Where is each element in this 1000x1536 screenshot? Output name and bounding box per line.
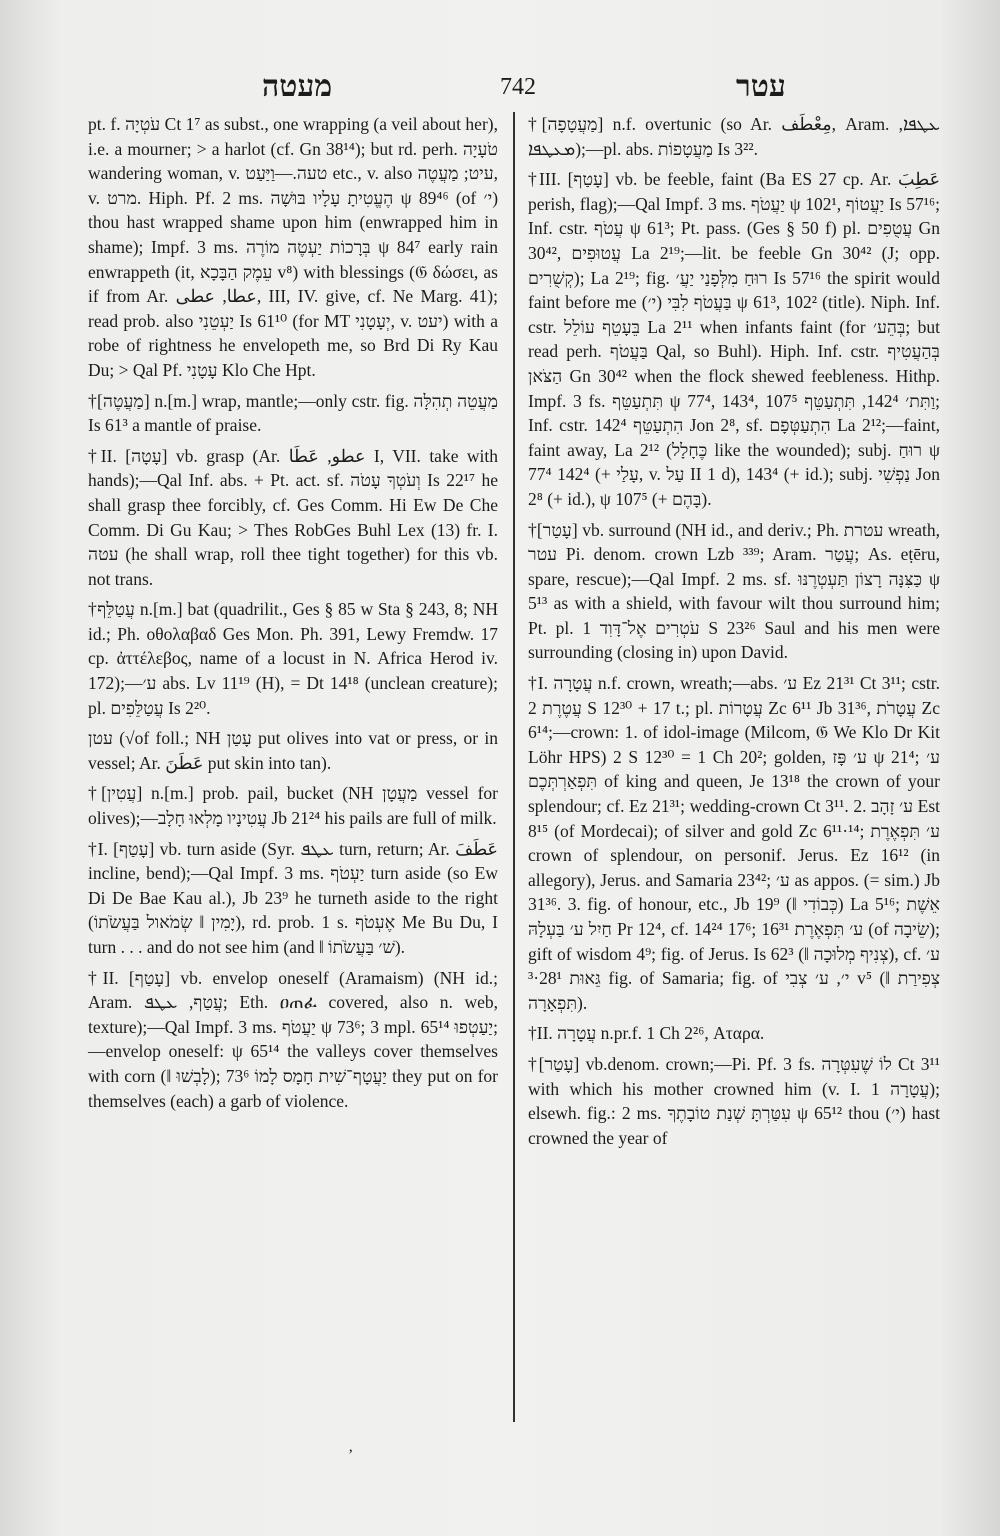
right-column xyxy=(528,112,940,1156)
running-header xyxy=(0,70,1000,110)
left-headword: מעטה xyxy=(262,70,333,103)
entry-maataphah: †[מַעֲטָפָה] n.f. overtunic (so Ar. مِعْطَف, Aram. ܥܛܦܐ, ܡܥܛܦܐ);—pl. abs. מַעֲטָפוֹת Is 3²². xyxy=(528,114,940,159)
entry-atan-root: עטן (√of foll.; NH עָטַן put olives into vat or press, or in vessel; Ar. عَطَنَ put skin into tan). xyxy=(88,728,498,773)
page-number: 742 xyxy=(500,74,536,100)
entry-ataph-feeble: †III. [עָטַף] vb. be feeble, faint (Ba ES 27 cp. Ar. عَطِبَ perish, flag);—Qal Impf. 3 ms. יַעֲטֹף ψ 102¹, יַעֲטוֹף Is 57¹⁶; Inf. cstr. עֲטֹף ψ 61³; Pt. pass. (Ges § 50 f) pl. עֲטֻפִים Gn 30⁴², עֲטוּפִים La 2¹⁹;—lit. be feeble Gn 30⁴² (J; opp. קְשֻׁרִים); La 2¹⁹; fig. רוּחַ מִלְּפָנַי יַעֲ׳ Is 57¹⁶ the spirit would faint before me (י׳) בַּעֲטֹף לִבִּי ψ 61³, 102² (title). Niph. Inf. cstr. בֵּעָטֵף עוֹלֵל La 2¹¹ when infants faint (for בְּהֵע׳; but read perh. בַּעֲטֹף Qal, so Buhl). Hiph. Inf. cstr. בְּהַעֲטִיף הַצֹּאן Gn 30⁴² when the flock shewed feebleness. Hithp. Impf. 3 fs. תִּתְעַטֵּף ψ 77⁴, 143⁴, וַתִּת׳ 142⁴, תִּתְעַטֵּף 107⁵; Inf. cstr. הִתְעַטֵּף 142⁴ Jon 2⁸, sf. הִתְעַטְּפָם La 2¹²;—faint, faint away, La 2¹² (כֶּחָלָל like the wounded); subj. רוּחַ ψ 77⁴ 142⁴ (+ עָלַי, v. עַל II 1 d), 143⁴ (+ id.); subj. נַפְשִׁי Jon 2⁸ (+ id.), ψ 107⁵ (+ בָּהֶם). xyxy=(528,169,941,509)
entry-atar-surround: †[עָטַר] vb. surround (NH id., and deriv.; Ph. עטרת wreath, עטר Pi. denom. crown Lzb ³³⁹; Aram. עֲטַר; As. eṭēru, spare, rescue);—Qal Impf. 2 ms. sf. כַּצִּנָּה רָצוֹן תַּעְטְרֶנּוּ ψ 5¹³ as with a shield, with favour wilt thou surround him; Pt. pl. עֹטְרִים אֶל־דָּוִד 1 S 23²⁶ Saul and his men were surrounding (closing in) upon David. xyxy=(528,519,940,663)
entry-atalleph: †עֲטַלֵּף n.[m.] bat (quadrilit., Ges § 85 w Sta § 243, 8; NH id.; Ph. οθολαβαδ Ges Mon. Ph. 391, Lewy Fremdw. 17 cp. ἀττέλεβος, name of a locust in N. Africa Herod iv. 172);—ע׳ abs. Lv 11¹⁹ (H), = Dt 14¹⁸ (unclean creature); pl. עֲטַלֵּפִים Is 2²⁰. xyxy=(88,599,498,718)
entry-ataph-turn-aside: †I. [עָטַף] vb. turn aside (Syr. ܥܛܦ turn, return; Ar. عَطَفَ incline, bend);—Qal Impf. 3 ms. יַעְטֹף turn aside (so Ew Di De Bae Kau al.), Jb 23⁹ he turneth aside to the right (יָמִין ‖ שְׂמֹאול בַּעֲשֹׂתוֹ), rd. prob. 1 s. אֶעְטֹף Me Bu Du, I turn . . . and do not see him (and ‖ שׁ׳ בַּעֲשֹׂתוֹ). xyxy=(88,838,498,957)
footer-mark: ‚ xyxy=(348,1438,354,1455)
entry-atarah-crown: †I. עֲטָרָה n.f. crown, wreath;—abs. ע׳ Ez 21³¹ Ct 3¹¹; cstr. עֲטֶרֶת 2 S 12³⁰ + 17 t.; pl. עֲטָרוֹת Zc 6¹¹ Jb 31³⁶, עֲטָרֹת Zc 6¹⁴;—crown: 1. of idol-image (Milcom, 𝔊 We Klo Dr Kit Löhr HPS) 2 S 12³⁰ = 1 Ch 20²; golden, ע׳ פָּז ψ 21⁴; ע׳ תִּפְאַרְתְּכֶם of king and queen, Je 13¹⁸ the crown of your splendour; cf. Ez 21³¹; wedding-crown Ct 3¹¹. 2. ע׳ זָהָב Est 8¹⁵ (of Mordecai); of silver and gold Zc 6¹¹·¹⁴; ע׳ תִּפְאֶרֶת crown of splendour, on personif. Jerus. Ez 16¹² (in allegory), Jerus. and Samaria 23⁴²; ע׳ as appos. (= sim.) Jb 31³⁶. 3. fig. of honour, etc., Jb 19⁹ (‖ כְּבוֹדִי) La 5¹⁶; אֵשֶׁת חַיִל ע׳ בַּעְלָהּ Pr 12⁴, cf. 14²⁴ 17⁶; ע׳ תִּפְאֶרֶת 16³¹ (of שֵׂיבָה); gift of wisdom 4⁹; fig. of Jerus. Is 62³ (‖ צְנִיף מְלוּכָה), cf. ע׳ גֵּאוּת 28¹·³ fig. of Samaria; fig. of י׳, ע׳ צְבִי v⁵ (‖ צְפִירַת תִּפְאָרָה). xyxy=(528,673,941,1013)
left-column xyxy=(88,112,498,1119)
entry-maateh: †[מַעֲטֶה] n.[m.] wrap, mantle;—only cstr. fig. מַעֲטֵה תְהִלָּה Is 61³ a mantle of praise. xyxy=(88,390,499,436)
entry-continuation: pt. f. עֹטְיָה Ct 1⁷ as subst., one wrapping (a veil about her), i.e. a mourner; > a harlot (cf. Gn 38¹⁴); but rd. perh. טֹעָיָה wandering woman, v. טעה.—וַיַּעַט etc., v. also עיט; מַעֲטֶה, v. מרט. Hiph. Pf. 2 ms. הֶעֱטִיתָ עָלָיו בּוּשָׁה ψ 89⁴⁶ (of י׳) thou hast wrapped shame upon him (enwrapped him in shame); Impf. 3 ms. בְּרָכוֹת יַעְטֶה מוֹרֶה ψ 84⁷ early rain enwrappeth (it, עֵמֶק הַבָּכָא v⁸) with blessings (𝔊 δώσει, as if from Ar. عطا, عطى, III, IV. give, cf. Ne Marg. 41); read prob. also יַעְטֵנִי Is 61¹⁰ (for MT יְעָטָנִי, v. יעט) with a robe of rightness he envelopeth me, so Brd Di Ry Kau Du; > Qal Pf. עָטָנִי Klo Che Hpt. xyxy=(88,114,499,380)
entry-ataph-envelop: †II. [עָטַף] vb. envelop oneself (Aramaism) (NH id.; Aram. עֲטַף, ܥܛܦ; Eth. ዐጠፈ covered, also n. web, texture);—Qal Impf. 3 ms. יַעֲטֹף ψ 73⁶; 3 mpl. יַעַטְפוּ 65¹⁴;—envelop oneself: ψ 65¹⁴ the valleys cover themselves with corn (‖ לָבְשׁוּ); יַעֲטָף־שִׁית חָמָס לָמוֹ 73⁶ they put on for themselves (each) a garb of violence. xyxy=(88,967,499,1111)
column-divider xyxy=(513,112,515,1422)
entry-atarah-proper-name: †II. עֲטָרָה n.pr.f. 1 Ch 2²⁶, Αταρα. xyxy=(528,1023,765,1044)
entry-atar-denom: †[עָטַר] vb.denom. crown;—Pi. Pf. 3 fs. לוֹ שֶׁעִטְּרָה Ct 3¹¹ with which his mother crowned him (v. I. עֲטָרָה 1); elsewh. fig.: 2 ms. עִטַּרְתָּ שְׁנַת טוֹבָתֶךָ ψ 65¹² thou (י׳) hast crowned the year of xyxy=(528,1053,940,1148)
entry-atin: †[עֲטִין] n.[m.] prob. pail, bucket (NH מַעֲטָן vessel for olives);—עֲטִינָיו מָלְאוּ חָלָב Jb 21²⁴ his pails are full of milk. xyxy=(88,783,499,829)
right-headword: עטר xyxy=(736,70,786,103)
entry-atah-grasp: †II. [עָטָה] vb. grasp (Ar. عطو, عَطَا I, VII. take with hands);—Qal Inf. abs. + Pt. act. sf. וְעֹטְךָ עָטֹה Is 22¹⁷ he shall grasp thee forcibly, cf. Ges Comm. Hi Ew De Che Comm. Di Gu Kau; > Thes RobGes Buhl Lex (13) fr. I. עטה (he shall wrap, roll thee tight together) for this vb. not trans. xyxy=(88,445,499,589)
